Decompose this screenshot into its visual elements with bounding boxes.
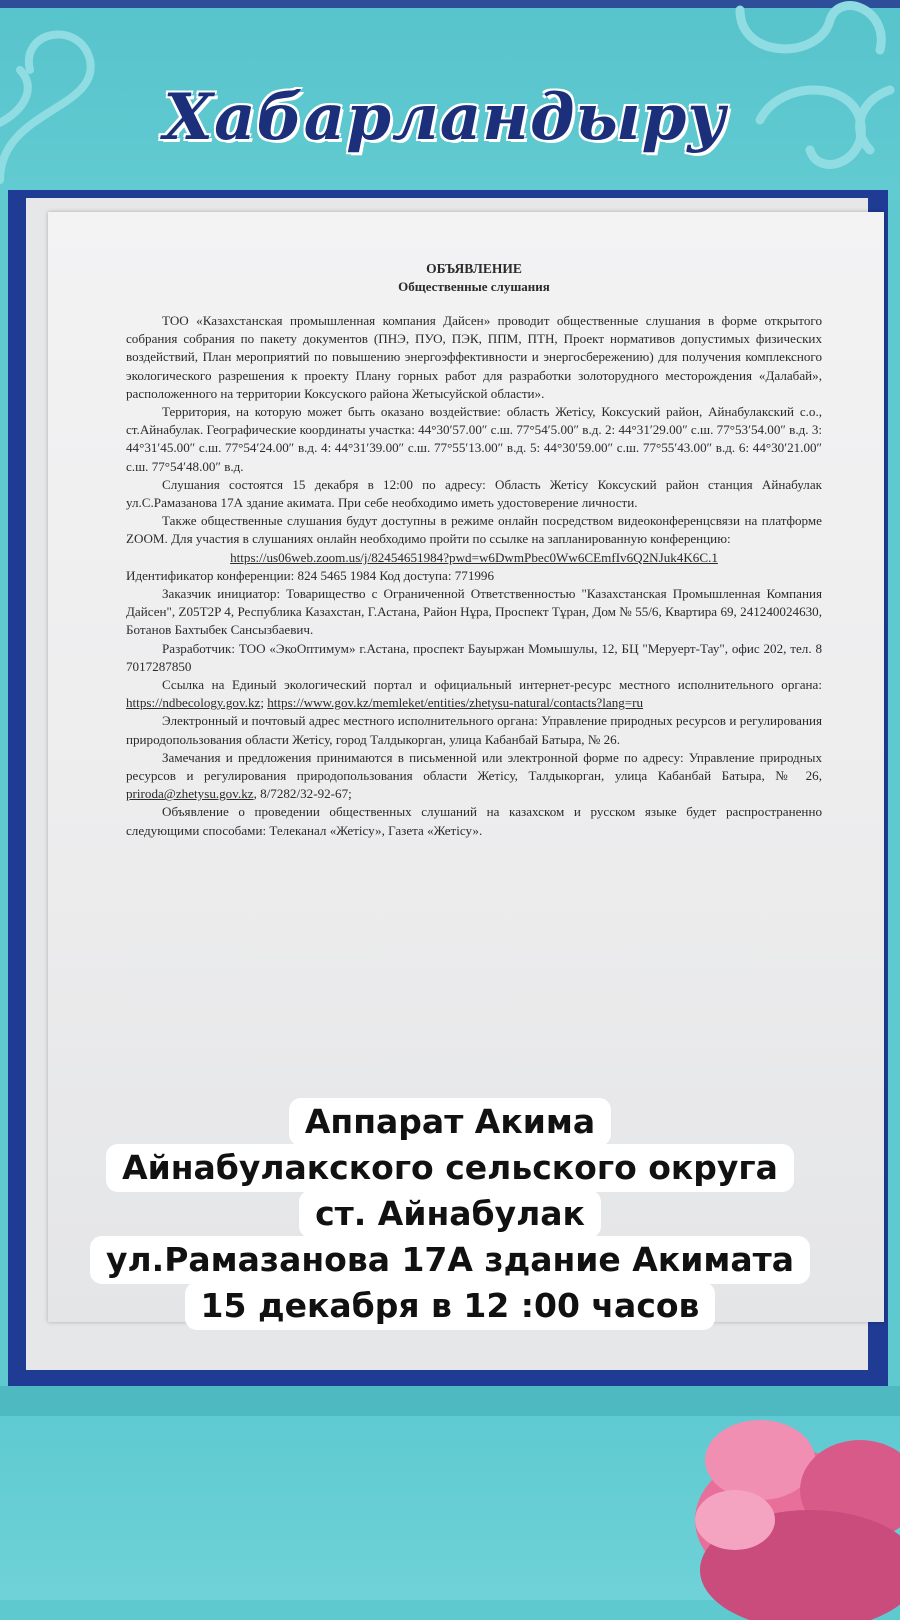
paragraph-territory: Территория, на которую может быть оказано воздействие: область Жетісу, Коксуский район, Айнабулакский с.о., ст.Айнабулак. Географические координаты участка: 44°30′57.00″ с.ш. 77°54′5.00″ в.д. 2: 44°31′29.00″ с.ш. 77°53′54.00″ в.д. 3: 44°31′45.00″ с.ш. 77°54′24.00″ в.д. 4: 44°31′39.00″ с.ш. 77°55′13.00″ в.д. 5: 44°30′59.00″ с.ш. 77°55′43.00″ в.д. 6: 44°30′21.00″ с.ш. 77°54′48.00″ в.д. xyxy=(126,404,822,474)
caption-line-2: Айнабулакского сельского округа xyxy=(106,1144,794,1192)
notice-board-header xyxy=(0,0,900,200)
paragraph-remarks xyxy=(126,749,822,804)
paragraph-authority-address: Электронный и почтовый адрес местного исполнительного органа: Управление природных ресурсов и регулирования природопользования области Жетісу, город Талдыкорган, улица Кабанбай Батыра, № 26. xyxy=(126,713,822,747)
paragraph-customer: Заказчик инициатор: Товарищество с Ограниченной Ответственностью "Казахстанская Промышленная Компания Дайсен", Z05T2P 4, Республика Казахстан, Г.Астана, Район Нұра, Проспект Тұран, Дом № 55/6, Квартира 69, 241240024630, Ботанов Бахтыбек Сансызбаевич. xyxy=(126,586,822,638)
paragraph-online: Также общественные слушания будут доступны в режиме онлайн посредством видеоконференцсвязи на платформе ZOOM. Для участия в слушаниях онлайн необходимо пройти по ссылке на запланированную конференцию: xyxy=(126,513,822,547)
flower-decoration-icon xyxy=(640,1400,900,1620)
zoom-link[interactable]: https://us06web.zoom.us/j/82454651984?pwd=w6DwmPbec0Ww6CEmfIv6Q2NJuk4K6C.1 xyxy=(230,549,718,565)
remarks-phone: , 8/7282/32-92-67; xyxy=(253,786,352,802)
conference-id: Идентификатор конференции: 824 5465 1984 Код доступа: 771996 xyxy=(126,567,495,583)
board-title-plate xyxy=(120,62,770,172)
ecology-portal-link[interactable]: https://ndbecology.gov.kz xyxy=(126,695,261,711)
portal-text: Ссылка на Единый экологический портал и официальный интернет-ресурс местного исполнительного органа: xyxy=(162,677,822,693)
gov-portal-link[interactable]: https://www.gov.kz/memleket/entities/zhetysu-natural/contacts?lang=ru xyxy=(267,695,644,711)
announcement-text xyxy=(126,260,822,840)
board-title: Хабарландыру xyxy=(163,79,727,155)
document-title: ОБЪЯВЛЕНИЕ xyxy=(426,261,522,276)
caption-line-5: 15 декабря в 12 :00 часов xyxy=(185,1282,716,1330)
caption-line-3: ст. Айнабулак xyxy=(299,1190,601,1238)
caption-line-4: ул.Рамазанова 17А здание Акимата xyxy=(90,1236,810,1284)
zoom-link-line xyxy=(126,549,822,567)
ornament-left-icon xyxy=(0,10,140,190)
paragraph-portal: Ссылка на Единый экологический портал и официальный интернет-ресурс местного исполнительного органа: https://ndbecology.gov.kz; https://www.gov.kz/memleket/entities/zhetysu-natural/contacts?lang=ru xyxy=(126,677,822,711)
remarks-text: Замечания и предложения принимаются в письменной или электронной форме по адресу: Управление природных ресурсов и регулирования природопользования области Жетісу, Талдыкорган, улица Кабанбай Батыра, № 26, xyxy=(126,749,822,784)
paragraph-distribution: Объявление о проведении общественных слушаний на казахском и русском языке будет распространенно следующими способами: Телеканал «Жетісу», Газета «Жетісу». xyxy=(126,804,822,838)
caption-line-1: Аппарат Акима xyxy=(289,1098,611,1146)
overlay-caption xyxy=(0,1098,900,1328)
paragraph-developer: Разработчик: ТОО «ЭкоОптимум» г.Астана, проспект Бауыржан Момышулы, 12, БЦ "Меруерт-Тау", офис 202, тел. 8 7017287850 xyxy=(126,640,822,674)
email-link[interactable]: priroda@zhetysu.gov.kz xyxy=(126,786,254,802)
paragraph-organizer: ТОО «Казахстанская промышленная компания Дайсен» проводит общественные слушания в форме открытого собрания собрания по пакету документов (ПНЭ, ПУО, ПЭК, ППМ, ПТН, Проект нормативов допустимых физических воздействий, План мероприятий по повышению энергоэффективности и энергосбережению) для получения комплексного экологического разрешения к проекту Плану горных работ для разработки золоторудного месторождения «Далабай», расположенного на территории Коксуского района Жетысуйской области». xyxy=(126,313,822,401)
document-subtitle: Общественные слушания xyxy=(398,279,550,294)
paragraph-hearing-time: Слушания состоятся 15 декабря в 12:00 по адресу: Область Жетісу Коксуский район станция Айнабулак ул.С.Рамазанова 17А здание акимата. При себе необходимо иметь удостоверение личности. xyxy=(126,476,822,511)
